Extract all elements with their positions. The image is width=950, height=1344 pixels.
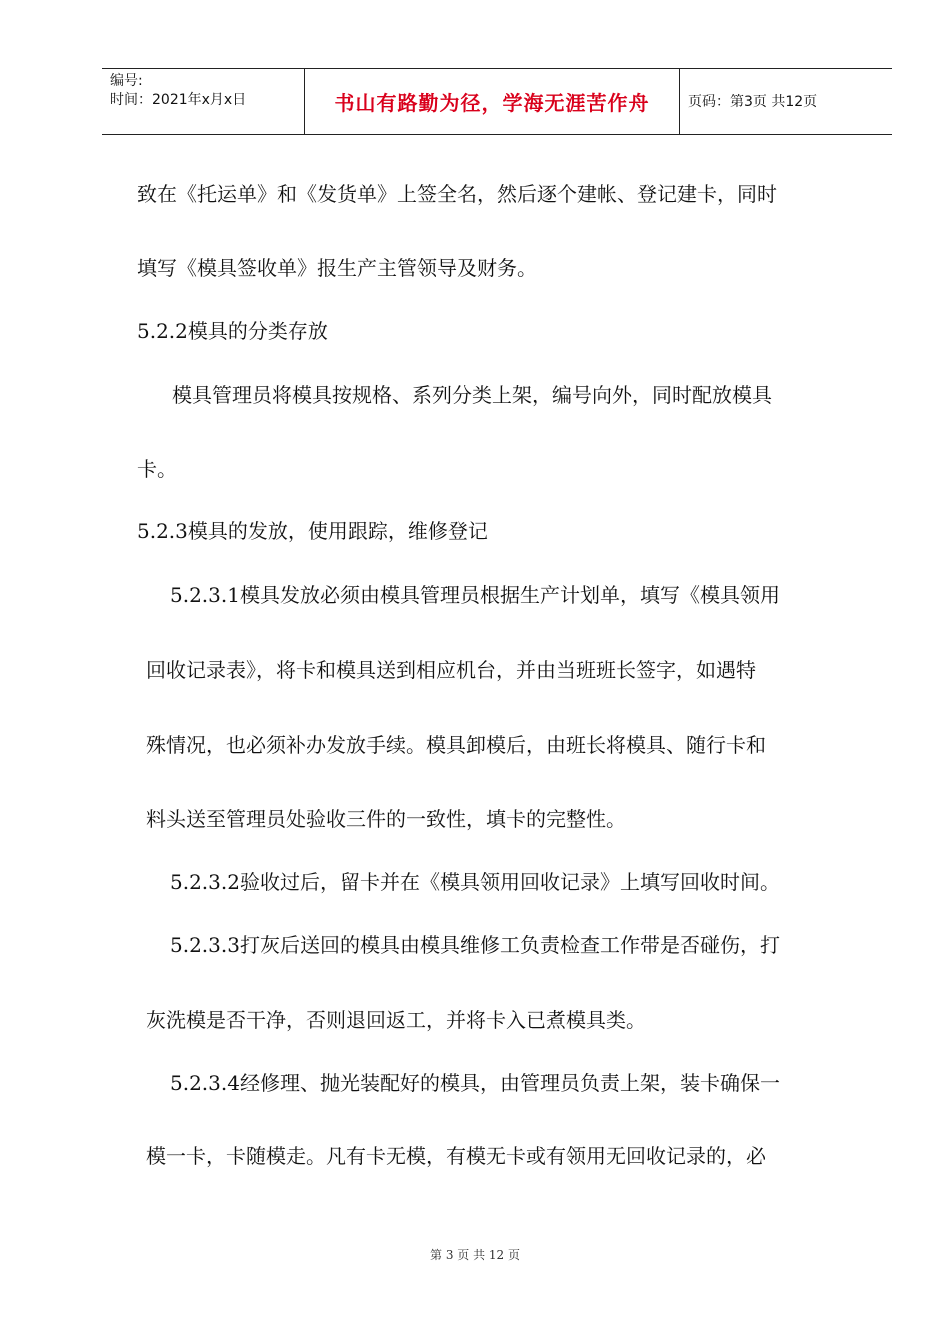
body-line: 5.2.3.1模具发放必须由模具管理员根据生产计划单，填写《模具领用: [170, 583, 780, 607]
header-number-label: 编号:: [110, 73, 143, 89]
body-line: 致在《托运单》和《发货单》上签全名，然后逐个建帐、登记建卡，同时: [137, 182, 777, 206]
document-header: [102, 68, 892, 135]
body-line: 填写《模具签收单》报生产主管领导及财务。: [137, 256, 537, 280]
page-footer: 第 3 页 共 12 页: [430, 1248, 520, 1262]
body-line: 回收记录表》，将卡和模具送到相应机台，并由当班班长签字，如遇特: [146, 658, 756, 682]
header-left-cell: [102, 69, 304, 134]
section-heading-5-2-3: 5.2.3模具的发放，使用跟踪，维修登记: [137, 519, 488, 543]
header-page-cell: [680, 69, 892, 134]
header-page-label: 页码：第3页 共12页: [688, 93, 818, 110]
body-line: 5.2.3.3打灰后送回的模具由模具维修工负责检查工作带是否碰伤，打: [170, 933, 780, 957]
header-date-label: 时间：2021年x月x日: [110, 92, 247, 108]
body-line: 模一卡，卡随模走。凡有卡无模，有模无卡或有领用无回收记录的，必: [146, 1144, 766, 1168]
body-line: 殊情况，也必须补办发放手续。模具卸模后，由班长将模具、随行卡和: [146, 733, 766, 757]
body-line: 5.2.3.4经修理、抛光装配好的模具，由管理员负责上架，装卡确保一: [170, 1071, 780, 1095]
body-line: 模具管理员将模具按规格、系列分类上架，编号向外，同时配放模具: [172, 383, 772, 407]
header-motto: 书山有路勤为径，学海无涯苦作舟: [334, 91, 650, 115]
body-line: 灰洗模是否干净，否则退回返工，并将卡入已煮模具类。: [146, 1008, 646, 1032]
header-motto-cell: [304, 69, 680, 134]
body-line: 卡。: [137, 457, 177, 481]
body-line: 5.2.3.2验收过后，留卡并在《模具领用回收记录》上填写回收时间。: [170, 870, 780, 894]
body-line: 料头送至管理员处验收三件的一致性，填卡的完整性。: [146, 807, 626, 831]
section-heading-5-2-2: 5.2.2模具的分类存放: [137, 319, 328, 343]
